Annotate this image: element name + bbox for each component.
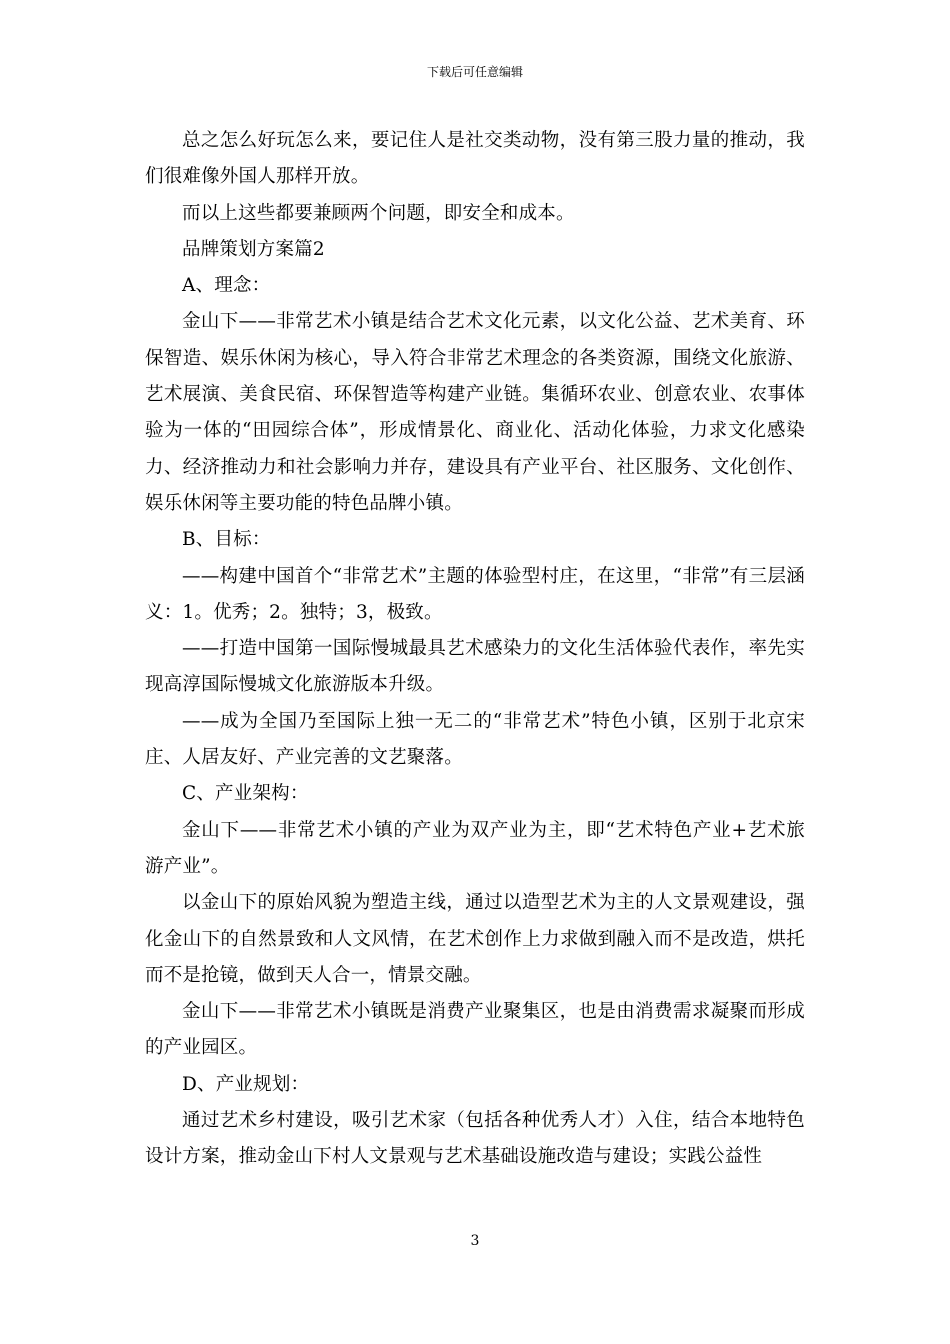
paragraph: 而以上这些都要兼顾两个问题，即安全和成本。 xyxy=(182,202,575,224)
page-number: 3 xyxy=(470,1233,480,1249)
subheading-industry-planning: D、产业规划： xyxy=(182,1073,310,1095)
subheading-industry-structure: C、产业架构： xyxy=(182,783,309,805)
paragraph: ——构建中国首个“非常艺术”主题的体验型村庄，在这里，“非常”有三层涵义：1。优秀；2。独特；3，极致。 xyxy=(145,565,805,623)
paragraph: 通过艺术乡村建设，吸引艺术家（包括各种优秀人才）入住，结合本地特色设计方案，推动金山下村人文景观与艺术基础设施改造与建设；实践公益性 xyxy=(145,1110,805,1168)
paragraph: ——打造中国第一国际慢城最具艺术感染力的文化生活体验代表作，率先实现高淳国际慢城文化旅游版本升级。 xyxy=(145,638,805,696)
paragraph: 以金山下的原始风貌为塑造主线，通过以造型艺术为主的人文景观建设，强化金山下的自然景致和人文风情，在艺术创作上力求做到融入而不是改造，烘托而不是抢镜，做到天人合一，情景交融。 xyxy=(145,892,805,986)
section-title: 品牌策划方案篇2 xyxy=(182,238,325,260)
paragraph: 总之怎么好玩怎么来，要记住人是社交类动物，没有第三股力量的推动，我们很难像外国人那样开放。 xyxy=(145,130,805,188)
paragraph: 金山下——非常艺术小镇既是消费产业聚集区，也是由消费需求凝聚而形成的产业园区。 xyxy=(145,1001,805,1059)
page-header: 下载后可任意编辑 xyxy=(426,65,523,79)
subheading-concept: A、理念： xyxy=(182,275,271,297)
paragraph: ——成为全国乃至国际上独一无二的“非常艺术”特色小镇，区别于北京宋庄、人居友好、产业完善的文艺聚落。 xyxy=(145,710,805,769)
paragraph: 金山下——非常艺术小镇是结合艺术文化元素，以文化公益、艺术美育、环保智造、娱乐休闲为核心，导入符合非常艺术理念的各类资源，围绕文化旅游、艺术展演、美食民宿、环保智造等构建产业链。集循环农业、创意农业、农事体验为一体的“田园综合体”，形成情景化、商业化、活动化体验，力求文化感染力、经济推动力和社会影响力并存，建设具有产业平台、社区服务、文化创作、娱乐休闲等主要功能的特色品牌小镇。 xyxy=(145,311,805,514)
document-body xyxy=(145,123,805,1176)
paragraph: 金山下——非常艺术小镇的产业为双产业为主，即“艺术特色产业+艺术旅游产业”。 xyxy=(145,819,805,877)
subheading-goals: B、目标： xyxy=(182,529,271,551)
